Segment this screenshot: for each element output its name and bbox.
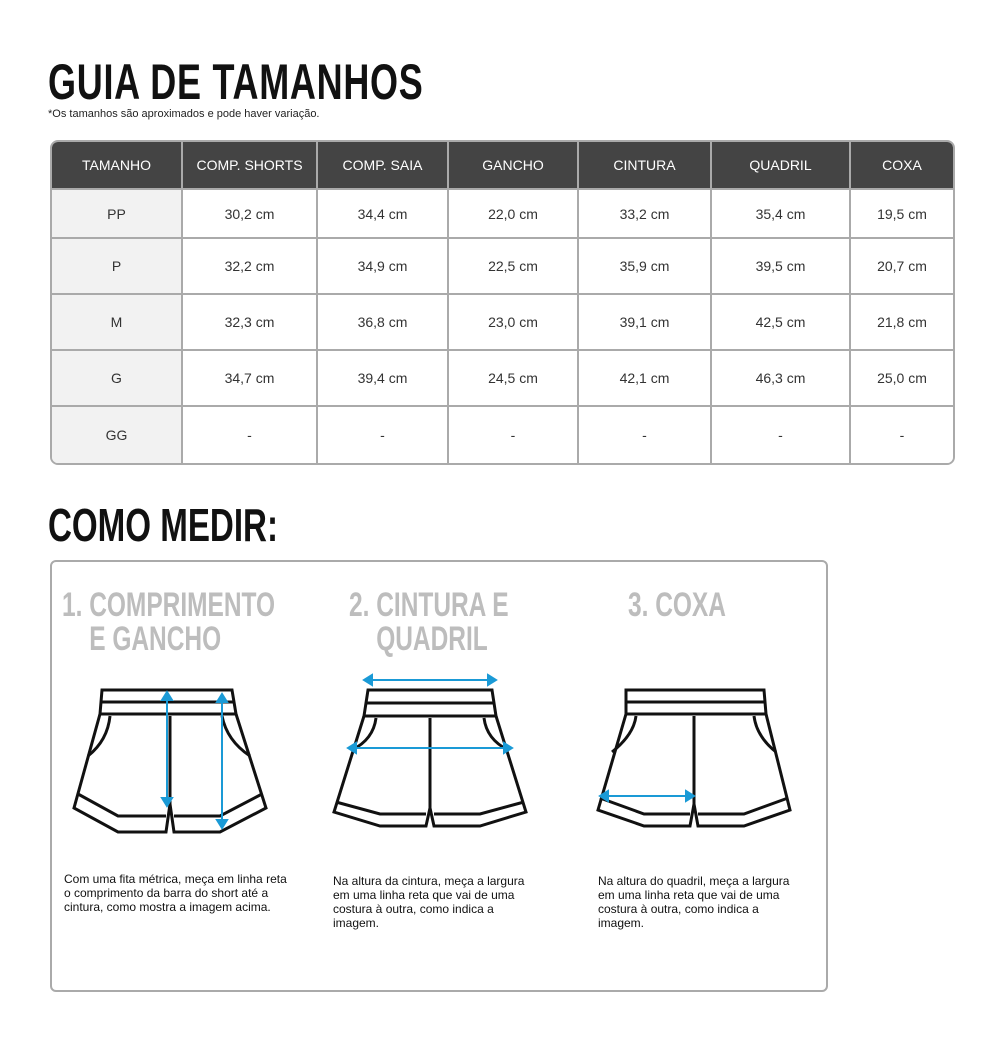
measure-cell: 39,5 cm <box>712 237 851 293</box>
measure-cell: - <box>449 405 579 463</box>
step-1-description: Com uma fita métrica, meça em linha reta o comprimento da barra do short até a cintura, como mostra a imagem acima. <box>64 872 287 914</box>
col-header: COMP. SHORTS <box>183 142 318 188</box>
measure-cell: 22,0 cm <box>449 188 579 237</box>
col-header: QUADRIL <box>712 142 851 188</box>
shorts-length-illustration <box>70 686 270 836</box>
measure-cell: 46,3 cm <box>712 349 851 405</box>
how-to-measure-title: COMO MEDIR: <box>48 499 278 551</box>
measure-cell: 39,4 cm <box>318 349 449 405</box>
measure-cell: 25,0 cm <box>851 349 953 405</box>
measure-cell: - <box>851 405 953 463</box>
measure-cell: 32,2 cm <box>183 237 318 293</box>
measure-cell: 21,8 cm <box>851 293 953 349</box>
measure-cell: 36,8 cm <box>318 293 449 349</box>
measure-cell: 35,4 cm <box>712 188 851 237</box>
measure-cell: 42,1 cm <box>579 349 712 405</box>
table-row <box>52 237 953 293</box>
measure-cell: 34,9 cm <box>318 237 449 293</box>
measure-cell: - <box>183 405 318 463</box>
table-row <box>52 293 953 349</box>
size-cell: M <box>52 293 183 349</box>
how-to-measure-panel <box>50 560 828 992</box>
col-header: COMP. SAIA <box>318 142 449 188</box>
size-note: *Os tamanhos são aproximados e pode haver variação. <box>48 108 320 120</box>
shorts-waist-hip-illustration <box>330 672 530 832</box>
measure-cell: 24,5 cm <box>449 349 579 405</box>
measure-cell: 33,2 cm <box>579 188 712 237</box>
step-2-title: 2. CINTURA E QUADRIL <box>349 586 509 658</box>
step-1-title: 1. COMPRIMENTO E GANCHO <box>62 586 276 658</box>
measure-cell: 32,3 cm <box>183 293 318 349</box>
shorts-thigh-illustration <box>594 686 794 836</box>
table-header-row <box>52 142 953 188</box>
size-cell: P <box>52 237 183 293</box>
size-cell: GG <box>52 405 183 463</box>
measure-cell: 34,7 cm <box>183 349 318 405</box>
measure-cell: 23,0 cm <box>449 293 579 349</box>
size-cell: PP <box>52 188 183 237</box>
col-header: TAMANHO <box>52 142 183 188</box>
col-header: GANCHO <box>449 142 579 188</box>
measure-cell: - <box>318 405 449 463</box>
table-row <box>52 188 953 237</box>
col-header: COXA <box>851 142 953 188</box>
measure-cell: - <box>712 405 851 463</box>
size-cell: G <box>52 349 183 405</box>
measure-cell: - <box>579 405 712 463</box>
measure-cell: 35,9 cm <box>579 237 712 293</box>
measure-cell: 22,5 cm <box>449 237 579 293</box>
step-3-title: 3. COXA <box>628 586 726 624</box>
measure-cell: 19,5 cm <box>851 188 953 237</box>
measure-cell: 34,4 cm <box>318 188 449 237</box>
page-title: GUIA DE TAMANHOS <box>48 54 424 110</box>
measure-cell: 39,1 cm <box>579 293 712 349</box>
step-3-description: Na altura do quadril, meça a largura em uma linha reta que vai de uma costura à outra, como indica a imagem. <box>598 874 790 930</box>
table-row <box>52 405 953 463</box>
measure-cell: 42,5 cm <box>712 293 851 349</box>
measure-cell: 30,2 cm <box>183 188 318 237</box>
step-2-description: Na altura da cintura, meça a largura em uma linha reta que vai de uma costura à outra, como indica a imagem. <box>333 874 525 930</box>
col-header: CINTURA <box>579 142 712 188</box>
measure-cell: 20,7 cm <box>851 237 953 293</box>
table-row <box>52 349 953 405</box>
size-table <box>50 140 955 465</box>
